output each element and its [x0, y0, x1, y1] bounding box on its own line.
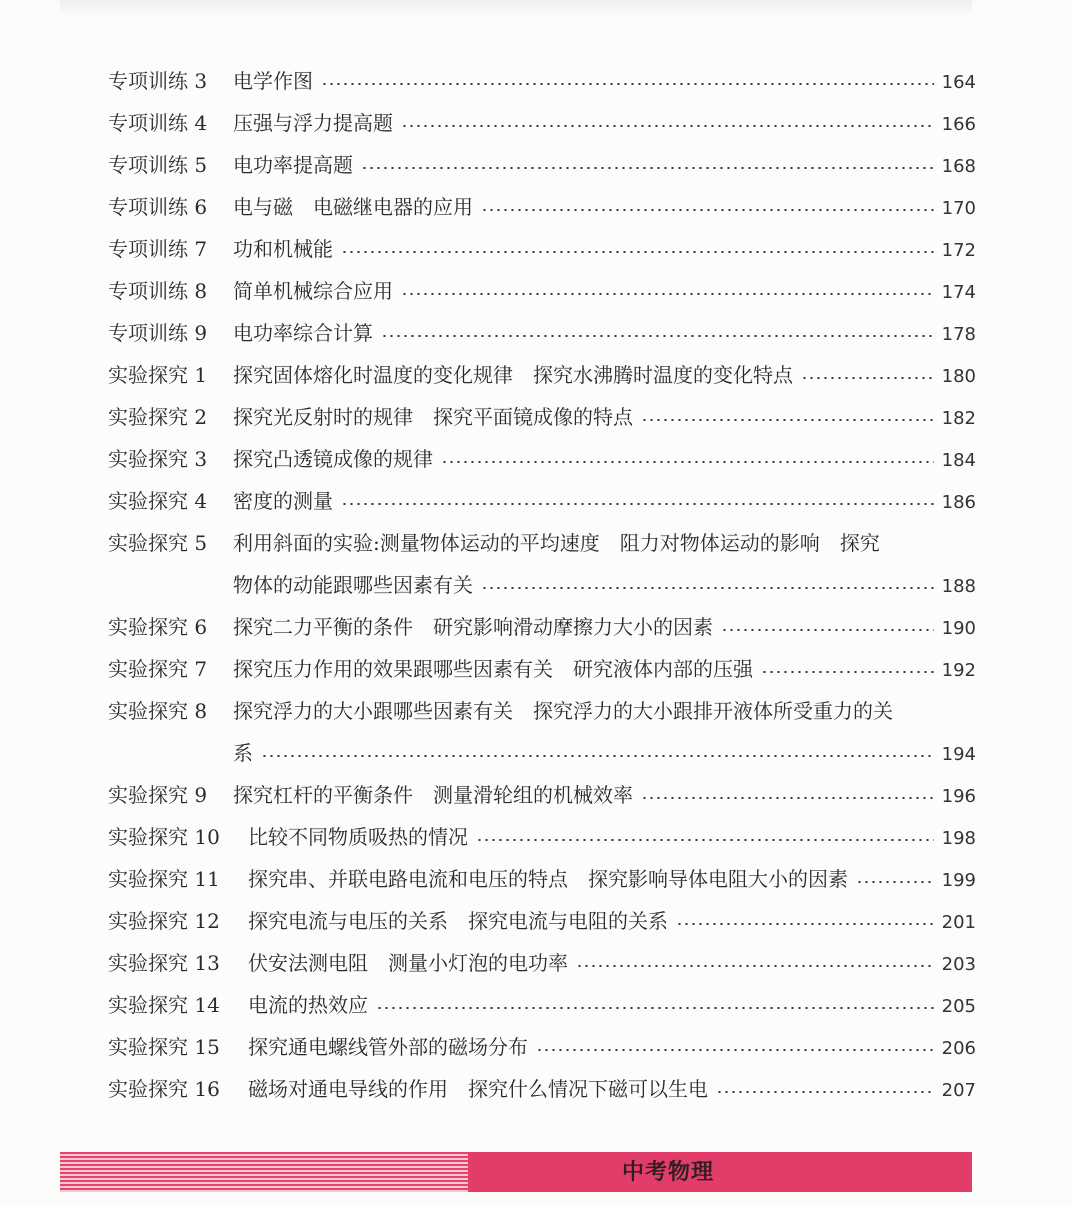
toc-leader-dots [381, 335, 934, 337]
footer-title: 中考物理 [622, 1159, 715, 1185]
toc-leader-dots [441, 461, 934, 463]
toc-entry-label: 实验探究 6 [108, 615, 208, 639]
toc-entry-label: 实验探究 4 [108, 489, 208, 513]
toc-leader-dots [401, 293, 934, 295]
toc-leader-dots [341, 503, 934, 505]
toc-entry-page: 192 [941, 660, 976, 681]
toc-leader-dots [716, 1091, 934, 1093]
toc-leader-dots [641, 797, 934, 799]
toc-entry[interactable] [108, 228, 976, 270]
toc-entry-page: 196 [941, 786, 976, 807]
footer-banner [60, 1152, 972, 1192]
toc-entry-label: 实验探究 3 [108, 447, 208, 471]
toc-entry-page: 168 [941, 156, 976, 177]
toc-entry-title: 探究固体熔化时温度的变化规律 探究水沸腾时温度的变化特点 [233, 363, 793, 387]
toc-entry-title: 磁场对通电导线的作用 探究什么情况下磁可以生电 [248, 1077, 708, 1101]
toc-entry-page: 194 [941, 744, 976, 765]
toc-entry-page: 172 [941, 240, 976, 261]
toc-entry-title: 利用斜面的实验:测量物体运动的平均速度 阻力对物体运动的影响 探究 [233, 531, 880, 555]
toc-entry[interactable] [108, 1068, 976, 1110]
toc-entry[interactable] [108, 1026, 976, 1068]
toc-entry-page: 206 [941, 1038, 976, 1059]
toc-entry[interactable] [108, 480, 976, 522]
toc-entry-label: 专项训练 4 [108, 111, 208, 135]
toc-entry-label: 实验探究 14 [108, 993, 220, 1017]
toc-entry-title: 电功率综合计算 [233, 321, 373, 345]
toc-leader-dots [401, 125, 934, 127]
toc-entry-label: 专项训练 9 [108, 321, 208, 345]
toc-entry-page: 203 [941, 954, 976, 975]
toc-entry[interactable] [108, 816, 976, 858]
toc-entry[interactable] [108, 648, 976, 690]
toc-entry[interactable] [108, 606, 976, 648]
toc-entry-label: 实验探究 15 [108, 1035, 220, 1059]
toc-entry[interactable] [108, 270, 976, 312]
toc-leader-dots [476, 839, 934, 841]
toc-entry-title: 简单机械综合应用 [233, 279, 393, 303]
toc-entry-title-continued: 系 [233, 741, 253, 765]
toc-entry-page: 188 [941, 576, 976, 597]
toc-entry-title: 探究浮力的大小跟哪些因素有关 探究浮力的大小跟排开液体所受重力的关 [233, 699, 893, 723]
toc-leader-dots [856, 881, 934, 883]
toc-entry[interactable] [108, 102, 976, 144]
toc-entry[interactable] [108, 522, 976, 606]
toc-entry-label: 实验探究 7 [108, 657, 208, 681]
toc-entry-page: 170 [941, 198, 976, 219]
toc-leader-dots [361, 167, 934, 169]
toc-entry-title: 探究光反射时的规律 探究平面镜成像的特点 [233, 405, 633, 429]
toc-entry-page: 178 [941, 324, 976, 345]
toc-leader-dots [481, 587, 934, 589]
toc-leader-dots [321, 83, 934, 85]
toc-entry-page: 198 [941, 828, 976, 849]
toc-entry-page: 180 [941, 366, 976, 387]
toc-entry-label: 实验探究 10 [108, 825, 220, 849]
toc-entry-page: 174 [941, 282, 976, 303]
toc-entry-label: 专项训练 5 [108, 153, 208, 177]
toc-leader-dots [341, 251, 934, 253]
toc-entry[interactable] [108, 438, 976, 480]
toc-entry-title: 电功率提高题 [233, 153, 353, 177]
toc-entry-page: 205 [941, 996, 976, 1017]
toc-entry-title: 探究压力作用的效果跟哪些因素有关 研究液体内部的压强 [233, 657, 753, 681]
toc-entry-label: 实验探究 5 [108, 531, 208, 555]
toc-entry[interactable] [108, 690, 976, 774]
toc-entry-page: 166 [941, 114, 976, 135]
toc-entry-title: 探究串、并联电路电流和电压的特点 探究影响导体电阻大小的因素 [248, 867, 848, 891]
toc-entry[interactable] [108, 774, 976, 816]
toc-entry[interactable] [108, 60, 976, 102]
toc-entry-page: 201 [941, 912, 976, 933]
toc-entry-label: 实验探究 13 [108, 951, 220, 975]
toc-leader-dots [641, 419, 934, 421]
toc-entry-label: 专项训练 3 [108, 69, 208, 93]
toc-entry-page: 199 [941, 870, 976, 891]
toc-leader-dots [721, 629, 934, 631]
toc-entry-label: 实验探究 16 [108, 1077, 220, 1101]
toc-leader-dots [376, 1007, 934, 1009]
toc-entry-title: 探究通电螺线管外部的磁场分布 [248, 1035, 528, 1059]
toc-entry[interactable] [108, 354, 976, 396]
toc-entry-page: 184 [941, 450, 976, 471]
toc-entry-label: 实验探究 11 [108, 867, 220, 891]
toc-entry-title: 功和机械能 [233, 237, 333, 261]
toc-entry-title: 压强与浮力提高题 [233, 111, 393, 135]
toc-entry-page: 186 [941, 492, 976, 513]
toc-entry[interactable] [108, 858, 976, 900]
toc-entry-title: 密度的测量 [233, 489, 333, 513]
toc-entry-title-continued: 物体的动能跟哪些因素有关 [233, 573, 473, 597]
toc-entry-title: 伏安法测电阻 测量小灯泡的电功率 [248, 951, 568, 975]
toc-entry[interactable] [108, 900, 976, 942]
toc-entry-title: 探究电流与电压的关系 探究电流与电阻的关系 [248, 909, 668, 933]
toc-entry-label: 实验探究 9 [108, 783, 208, 807]
toc-leader-dots [576, 965, 934, 967]
toc-entry-label: 专项训练 7 [108, 237, 208, 261]
toc-entry-title: 探究杠杆的平衡条件 测量滑轮组的机械效率 [233, 783, 633, 807]
table-of-contents [108, 60, 976, 1110]
toc-entry-label: 实验探究 8 [108, 699, 208, 723]
toc-entry-label: 专项训练 8 [108, 279, 208, 303]
footer-title-box [468, 1152, 972, 1192]
toc-entry[interactable] [108, 396, 976, 438]
toc-leader-dots [676, 923, 934, 925]
toc-entry[interactable] [108, 186, 976, 228]
toc-entry-label: 实验探究 12 [108, 909, 220, 933]
toc-entry-title: 电学作图 [233, 69, 313, 93]
toc-leader-dots [261, 755, 934, 757]
toc-entry-page: 190 [941, 618, 976, 639]
toc-entry[interactable] [108, 942, 976, 984]
toc-entry-title: 比较不同物质吸热的情况 [248, 825, 468, 849]
toc-leader-dots [761, 671, 934, 673]
toc-entry-page: 182 [941, 408, 976, 429]
toc-entry[interactable] [108, 312, 976, 354]
toc-entry-title: 电与磁 电磁继电器的应用 [233, 195, 473, 219]
toc-entry-title: 电流的热效应 [248, 993, 368, 1017]
toc-entry-page: 207 [941, 1080, 976, 1101]
toc-entry-title: 探究二力平衡的条件 研究影响滑动摩擦力大小的因素 [233, 615, 713, 639]
toc-entry-page: 164 [941, 72, 976, 93]
toc-leader-dots [536, 1049, 934, 1051]
toc-leader-dots [801, 377, 934, 379]
toc-entry-label: 专项训练 6 [108, 195, 208, 219]
toc-entry-label: 实验探究 2 [108, 405, 208, 429]
toc-entry-title: 探究凸透镜成像的规律 [233, 447, 433, 471]
page-top-shadow [60, 0, 972, 18]
toc-entry[interactable] [108, 144, 976, 186]
toc-entry[interactable] [108, 984, 976, 1026]
toc-leader-dots [481, 209, 934, 211]
toc-entry-label: 实验探究 1 [108, 363, 208, 387]
